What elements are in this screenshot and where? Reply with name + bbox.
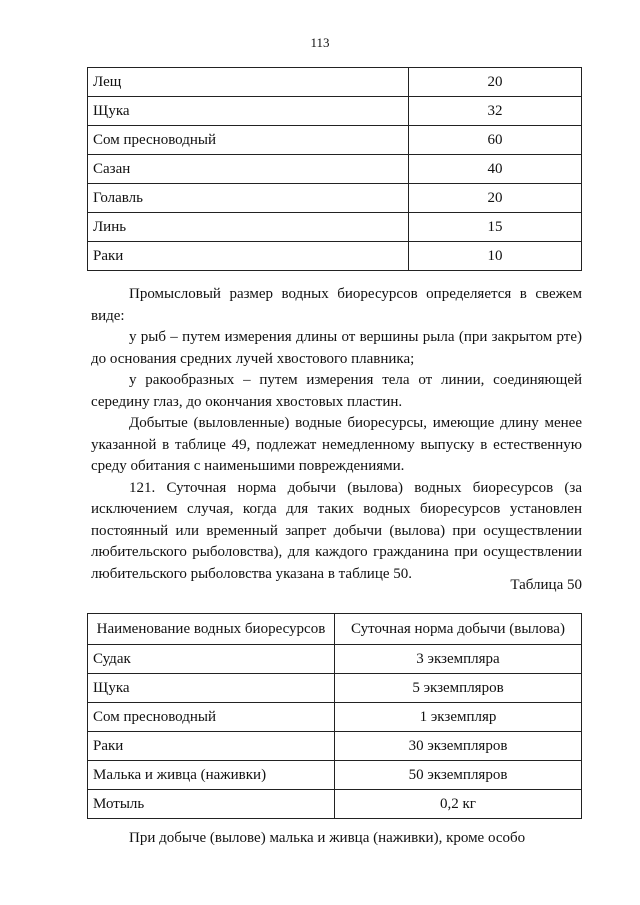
species-name: Малька и живца (наживки)	[88, 761, 335, 790]
norm-value: 3 экземпляра	[335, 645, 582, 674]
paragraph: При добыче (вылове) малька и живца (наживки), кроме особо	[129, 830, 526, 846]
table-caption: Таблица 50	[510, 577, 582, 593]
paragraph: у ракообразных – путем измерения тела от линии, соединяющей середину глаз, до окончания хвостовых пластин.	[91, 372, 582, 410]
table-row	[88, 126, 582, 155]
column-header: Суточная норма добычи (вылова)	[335, 614, 582, 645]
size-value: 20	[409, 184, 582, 213]
species-name: Линь	[88, 213, 409, 242]
size-value: 32	[409, 97, 582, 126]
fish-size-table	[87, 67, 582, 271]
table-row	[88, 790, 582, 819]
species-name: Судак	[88, 645, 335, 674]
column-header: Наименование водных биоресурсов	[88, 614, 335, 645]
table-row	[88, 213, 582, 242]
body-text-continued	[91, 828, 582, 850]
norm-value: 0,2 кг	[335, 790, 582, 819]
table-row	[88, 97, 582, 126]
table-row	[88, 732, 582, 761]
table-row	[88, 242, 582, 271]
species-name: Лещ	[88, 68, 409, 97]
table-row	[88, 184, 582, 213]
norm-value: 1 экземпляр	[335, 703, 582, 732]
species-name: Сом пресноводный	[88, 703, 335, 732]
species-name: Сазан	[88, 155, 409, 184]
daily-norm-table	[87, 613, 582, 819]
size-value: 10	[409, 242, 582, 271]
norm-value: 30 экземпляров	[335, 732, 582, 761]
table-row	[88, 761, 582, 790]
table-row	[88, 703, 582, 732]
body-text	[91, 284, 582, 585]
size-value: 60	[409, 126, 582, 155]
species-name: Раки	[88, 242, 409, 271]
species-name: Раки	[88, 732, 335, 761]
species-name: Голавль	[88, 184, 409, 213]
table-row	[88, 68, 582, 97]
species-name: Мотыль	[88, 790, 335, 819]
norm-value: 5 экземпляров	[335, 674, 582, 703]
species-name: Сом пресноводный	[88, 126, 409, 155]
species-name: Щука	[88, 674, 335, 703]
size-value: 40	[409, 155, 582, 184]
table-row	[88, 645, 582, 674]
page-number: 113	[310, 35, 330, 50]
species-name: Щука	[88, 97, 409, 126]
table-row	[88, 674, 582, 703]
paragraph: Добытые (выловленные) водные биоресурсы, имеющие длину менее указанной в таблице 49, подлежат немедленному выпуску в естественную среду обитания с наименьшими повреждениями.	[91, 415, 582, 474]
table-header-row	[88, 614, 582, 645]
table-row	[88, 155, 582, 184]
norm-value: 50 экземпляров	[335, 761, 582, 790]
paragraph: 121. Суточная норма добычи (вылова) водных биоресурсов (за исключением случая, когда для таких водных биоресурсов установлен постоянный или временный запрет добычи (вылова) при осуществлении любительского рыболовства), для каждого гражданина при осуществлении любительского рыболовства указана в таблице 50.	[91, 479, 582, 582]
size-value: 15	[409, 213, 582, 242]
size-value: 20	[409, 68, 582, 97]
paragraph: Промысловый размер водных биоресурсов определяется в свежем виде:	[91, 286, 582, 324]
paragraph: у рыб – путем измерения длины от вершины рыла (при закрытом рте) до основания средних лучей хвостового плавника;	[91, 329, 582, 367]
